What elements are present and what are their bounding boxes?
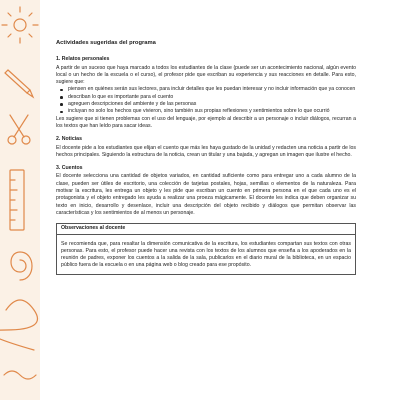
spiral-doodle (11, 252, 32, 280)
loop-doodle (0, 300, 38, 350)
section-heading: 2. Noticias (56, 136, 82, 143)
list-item: describan lo que es importante para el cuento (68, 94, 356, 101)
section-heading: 1. Relatos personales (56, 56, 110, 63)
section-body: El docente pide a los estudiantes que elijan el cuento que más les haya gustado de la unidad y redacten una noticia a partir de los hechos principales. Siguiendo la estructura de la noticia, crean un titular y una bajada, y agregan un imagen que ilustre el hecho. (56, 144, 356, 158)
wave-doodle (4, 371, 36, 379)
section-cuentos (56, 165, 356, 217)
section-heading: 3. Cuentos (56, 165, 83, 172)
list-item: piensen en quiénes serán sus lectores, para incluir detalles que les puedan interesar y no incluir información que ya conocen (68, 86, 356, 93)
document-title: Actividades sugeridas del programa (56, 40, 156, 46)
margin-doodles (0, 0, 40, 400)
pencil-doodle-icon (5, 70, 33, 97)
section-relatos-personales (56, 56, 356, 130)
observations-box (56, 223, 356, 274)
section-body: El docente selecciona una cantidad de objetos variados, en cantidad suficiente como para entregar uno a cada alumno de la clase, pueden ser útiles de escritorio, una colección de tarjetas postales, hojas, semillas o elementos de la naturaleza. Para motivar la escritura, les entrega un objeto y les pide que escriban un cuento en primera persona en el que cada uno es el protagonista y el objeto entregado les ayuda a realizar una proeza mágicamente. El docente les indica que deben organizar su texto en inicio, desarrollo y desenlace, incluir una descripción del objeto recibido y diálogos que permitan observar las características y los sentimientos de al menos un personaje. (56, 173, 356, 216)
suggestion-list (56, 86, 356, 115)
ruler-doodle-icon (10, 170, 24, 230)
observations-body: Se recomienda que, para resaltar la dimensión comunicativa de la escritura, los estudiantes compartan sus textos con otras personas. Para esto, el profesor puede hacer una revista con los textos de los alumnos que enseña a los apoderados en la reunión de padres, exponer los cuentos a la salida de la sala, publicarlos en el diario mural de la biblioteca, en un espacio público fuera de la escuela o en una página web o blog creado para ese propósito. (61, 240, 351, 269)
list-item: agreguen descripciones del ambiente y de las personas (68, 101, 356, 108)
section-intro: A partir de un suceso que haya marcado a todos los estudiantes de la clase (puede ser un acontecimiento nacional, algún evento local o un hecho de la escuela o el curso), el profesor pide que escriban su experiencia y sus reacciones en detalle. Para esto, sugiere que: (56, 64, 356, 86)
list-item: incluyan no solo los hechos que vivieron, sino también sus propias reflexiones y sentimientos sobre lo que ocurrió (68, 108, 356, 115)
section-closing: Les sugiere que si tienen problemas con el uso del lenguaje, por ejemplo al describir a un personaje o incluir diálogos, recurran a los textos que han leído para sacar ideas. (56, 115, 356, 129)
observations-heading: Observaciones al docente (57, 224, 355, 234)
sun-doodle-icon (2, 7, 38, 43)
scissors-doodle-icon (8, 115, 30, 144)
section-noticias (56, 136, 356, 159)
document-page (56, 40, 356, 275)
decorative-margin (0, 0, 40, 400)
